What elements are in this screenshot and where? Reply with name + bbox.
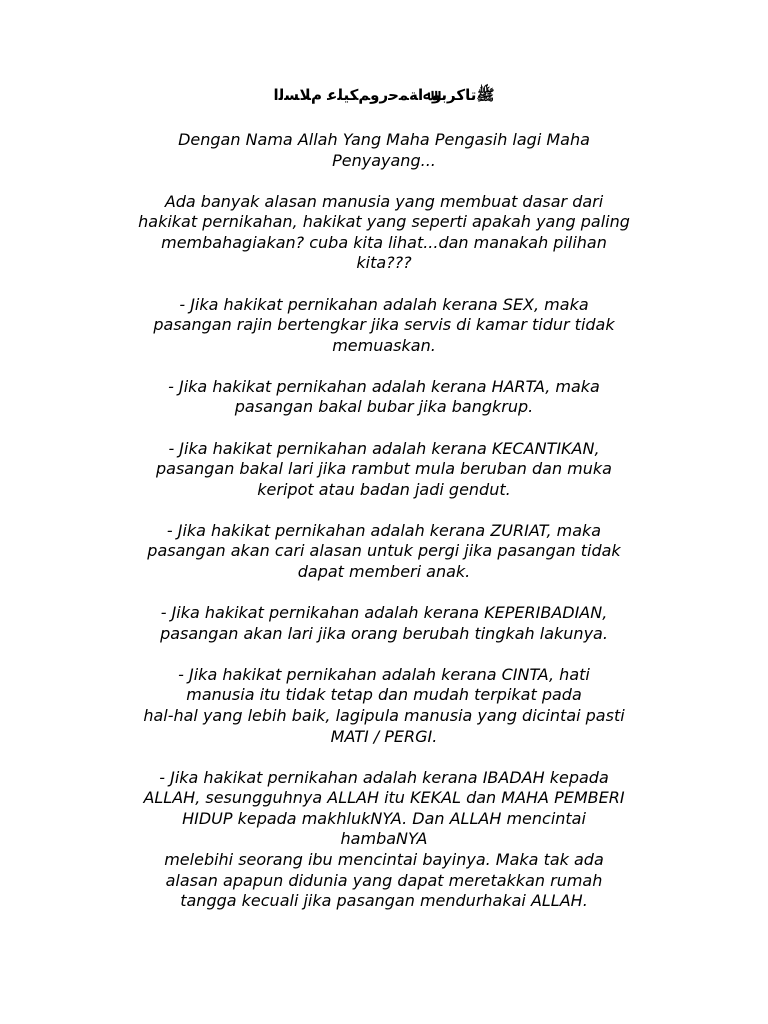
text-line: MATI / PERGI. — [330, 726, 438, 746]
text-line: memuaskan. — [332, 335, 436, 355]
text-line: alasan apapun didunia yang dapat meretakkan rumah — [165, 870, 603, 890]
text-line: ALLAH, sesungguhnya ALLAH itu KEKAL dan MAHA PEMBERI — [143, 788, 625, 808]
text-line: hal-hal yang lebih baik, lagipula manusia yang dicintai pasti — [143, 705, 625, 725]
text-line: - Jika hakikat pernikahan adalah kerana CINTA, hati — [178, 664, 590, 684]
text-line: hakikat pernikahan, hakikat yang seperti apakah yang paling — [138, 212, 630, 232]
paragraph — [100, 521, 668, 583]
text-line: melebihi seorang ibu mencintai bayinya. Maka tak ada — [164, 850, 604, 870]
text-line: kita??? — [356, 253, 412, 273]
paragraph — [100, 192, 668, 274]
arabic-greeting: ﷺﺗﺎﻛﺮﺑﻮﷲﺍﺔﻤﺣﺭﻭﻢﻜﻴﻠﻋ ﻡﻼﺴﻟﺍ — [273, 86, 495, 104]
text-line: pasangan rajin bertengkar jika servis di kamar tidur tidak — [153, 315, 615, 335]
paragraph — [100, 665, 668, 747]
paragraph — [100, 377, 668, 418]
text-line: Penyayang... — [332, 150, 436, 170]
text-line: - Jika hakikat pernikahan adalah kerana KEPERIBADIAN, — [160, 603, 608, 623]
text-line: - Jika hakikat pernikahan adalah kerana HARTA, maka — [168, 376, 600, 396]
document-page — [100, 84, 668, 932]
text-line: pasangan akan lari jika orang berubah tingkah lakunya. — [160, 623, 608, 643]
paragraph — [100, 439, 668, 501]
text-line: hambaNYA — [340, 829, 428, 849]
text-line: membahagiakan? cuba kita lihat...dan manakah pilihan — [161, 232, 607, 252]
text-line: keripot atau badan jadi gendut. — [257, 479, 511, 499]
text-line: - Jika hakikat pernikahan adalah kerana IBADAH kepada — [159, 767, 609, 787]
text-line: - Jika hakikat pernikahan adalah kerana SEX, maka — [179, 294, 589, 314]
text-line: Dengan Nama Allah Yang Maha Pengasih lagi Maha — [178, 130, 590, 149]
text-line: HIDUP kepada makhlukNYA. Dan ALLAH mencintai — [182, 808, 586, 828]
text-line: pasangan bakal lari jika rambut mula beruban dan muka — [156, 459, 612, 479]
text-line: pasangan bakal bubar jika bangkrup. — [234, 397, 534, 417]
text-line: pasangan akan cari alasan untuk pergi jika pasangan tidak — [147, 541, 621, 561]
paragraph — [100, 295, 668, 357]
document-body — [100, 130, 668, 912]
paragraph — [100, 130, 668, 171]
text-line: Ada banyak alasan manusia yang membuat dasar dari — [164, 191, 604, 211]
text-line: dapat memberi anak. — [297, 562, 471, 581]
text-line: manusia itu tidak tetap dan mudah terpikat pada — [186, 685, 582, 705]
text-line: - Jika hakikat pernikahan adalah kerana ZURIAT, maka — [166, 520, 602, 540]
paragraph — [100, 768, 668, 912]
text-line: - Jika hakikat pernikahan adalah kerana KECANTIKAN, — [168, 438, 600, 458]
paragraph — [100, 603, 668, 644]
text-line: tangga kecuali jika pasangan mendurhakai ALLAH. — [180, 891, 588, 911]
